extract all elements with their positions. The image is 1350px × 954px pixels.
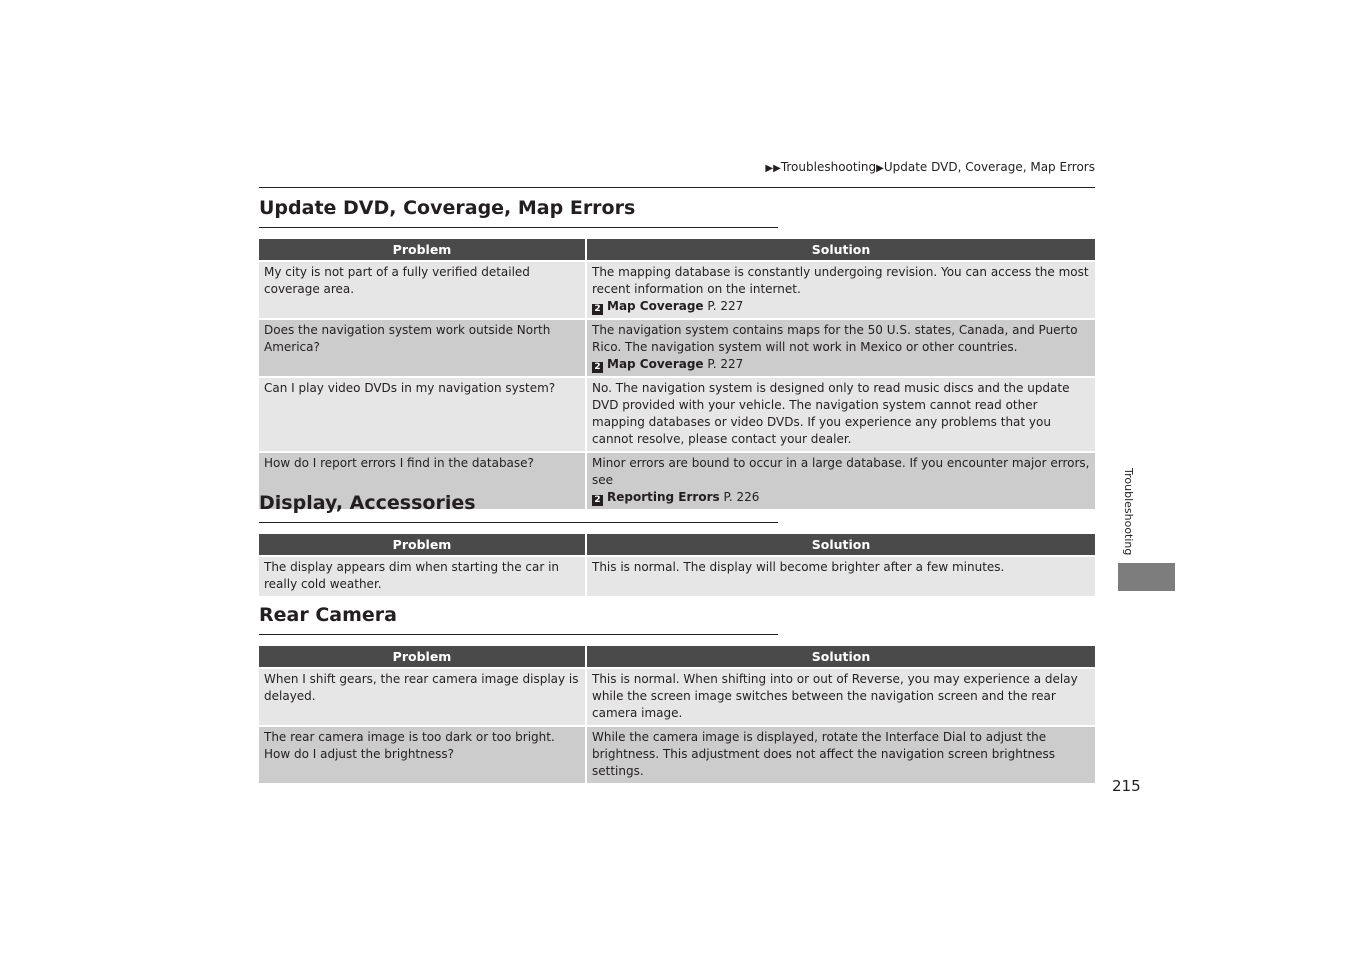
section-title-rule — [259, 227, 778, 228]
solution-text: The mapping database is constantly undergoing revision. You can access the most recent information on the internet. — [592, 265, 1089, 296]
section-rear-camera — [259, 602, 1095, 783]
chapter-side-label: Troubleshooting — [1122, 468, 1135, 556]
troubleshooting-table — [259, 239, 1095, 509]
table-header-row — [259, 646, 1095, 668]
breadcrumb-separator-icon: ▶ — [876, 163, 884, 174]
problem-cell: My city is not part of a fully verified detailed coverage area. — [259, 261, 586, 319]
solution-cell: This is normal. When shifting into or out of Reverse, you may experience a delay while the screen image switches between the navigation screen and the rear camera image. — [586, 668, 1095, 726]
reference-arrow-icon: 2 — [592, 495, 603, 506]
reference-title: Map Coverage — [607, 357, 704, 371]
solution-cell: No. The navigation system is designed only to read music discs and the update DVD provided with your vehicle. The navigation system cannot read other mapping databases or video DVDs. If you experience any problems that you cannot resolve, please contact your dealer. — [586, 377, 1095, 452]
solution-cell: While the camera image is displayed, rotate the Interface Dial to adjust the brightness. This adjustment does not affect the navigation screen brightness settings. — [586, 726, 1095, 783]
table-row — [259, 261, 1095, 319]
reference-page: P. 227 — [707, 299, 744, 313]
section-title-rule — [259, 634, 778, 635]
page-number: 215 — [1112, 777, 1141, 795]
column-header-problem: Problem — [259, 239, 586, 261]
section-title: Rear Camera — [259, 604, 397, 626]
problem-cell: The rear camera image is too dark or too bright. How do I adjust the brightness? — [259, 726, 586, 783]
problem-cell: Does the navigation system work outside North America? — [259, 319, 586, 377]
section-update-dvd — [259, 195, 1095, 509]
solution-text: Minor errors are bound to occur in a large database. If you encounter major errors, see — [592, 456, 1090, 487]
cross-reference-link[interactable] — [592, 357, 743, 371]
column-header-solution: Solution — [586, 239, 1095, 261]
solution-cell — [586, 261, 1095, 319]
troubleshooting-table — [259, 646, 1095, 783]
reference-title: Map Coverage — [607, 299, 704, 313]
table-row — [259, 726, 1095, 783]
column-header-problem: Problem — [259, 534, 586, 556]
column-header-solution: Solution — [586, 646, 1095, 668]
troubleshooting-table — [259, 534, 1095, 596]
column-header-problem: Problem — [259, 646, 586, 668]
cross-reference-link[interactable] — [592, 299, 743, 313]
chapter-tab[interactable] — [1118, 563, 1175, 591]
reference-arrow-icon: 2 — [592, 304, 603, 315]
table-header-row — [259, 534, 1095, 556]
table-row — [259, 556, 1095, 596]
reference-page: P. 226 — [723, 490, 760, 504]
header-rule — [259, 187, 1095, 188]
section-display-accessories — [259, 490, 1095, 596]
problem-cell: When I shift gears, the rear camera image display is delayed. — [259, 668, 586, 726]
section-title: Display, Accessories — [259, 492, 476, 514]
solution-cell — [586, 319, 1095, 377]
breadcrumb-item-current: Update DVD, Coverage, Map Errors — [883, 160, 1095, 174]
breadcrumb-arrow-icon: ▶▶ — [765, 163, 781, 174]
problem-cell: Can I play video DVDs in my navigation system? — [259, 377, 586, 452]
reference-page: P. 227 — [707, 357, 744, 371]
section-title: Update DVD, Coverage, Map Errors — [259, 197, 636, 219]
breadcrumb — [765, 160, 1095, 174]
problem-cell: The display appears dim when starting the car in really cold weather. — [259, 556, 586, 596]
table-row — [259, 319, 1095, 377]
table-header-row — [259, 239, 1095, 261]
table-row — [259, 377, 1095, 452]
problem-cell: How do I report errors I find in the database? — [259, 452, 586, 509]
column-header-solution: Solution — [586, 534, 1095, 556]
reference-arrow-icon: 2 — [592, 362, 603, 373]
reference-title: Reporting Errors — [607, 490, 720, 504]
solution-text: The navigation system contains maps for the 50 U.S. states, Canada, and Puerto Rico. The navigation system will not work in Mexico or other countries. — [592, 323, 1078, 354]
table-row — [259, 668, 1095, 726]
breadcrumb-item-troubleshooting[interactable]: Troubleshooting — [780, 160, 877, 174]
section-title-rule — [259, 522, 778, 523]
solution-cell: This is normal. The display will become brighter after a few minutes. — [586, 556, 1095, 596]
